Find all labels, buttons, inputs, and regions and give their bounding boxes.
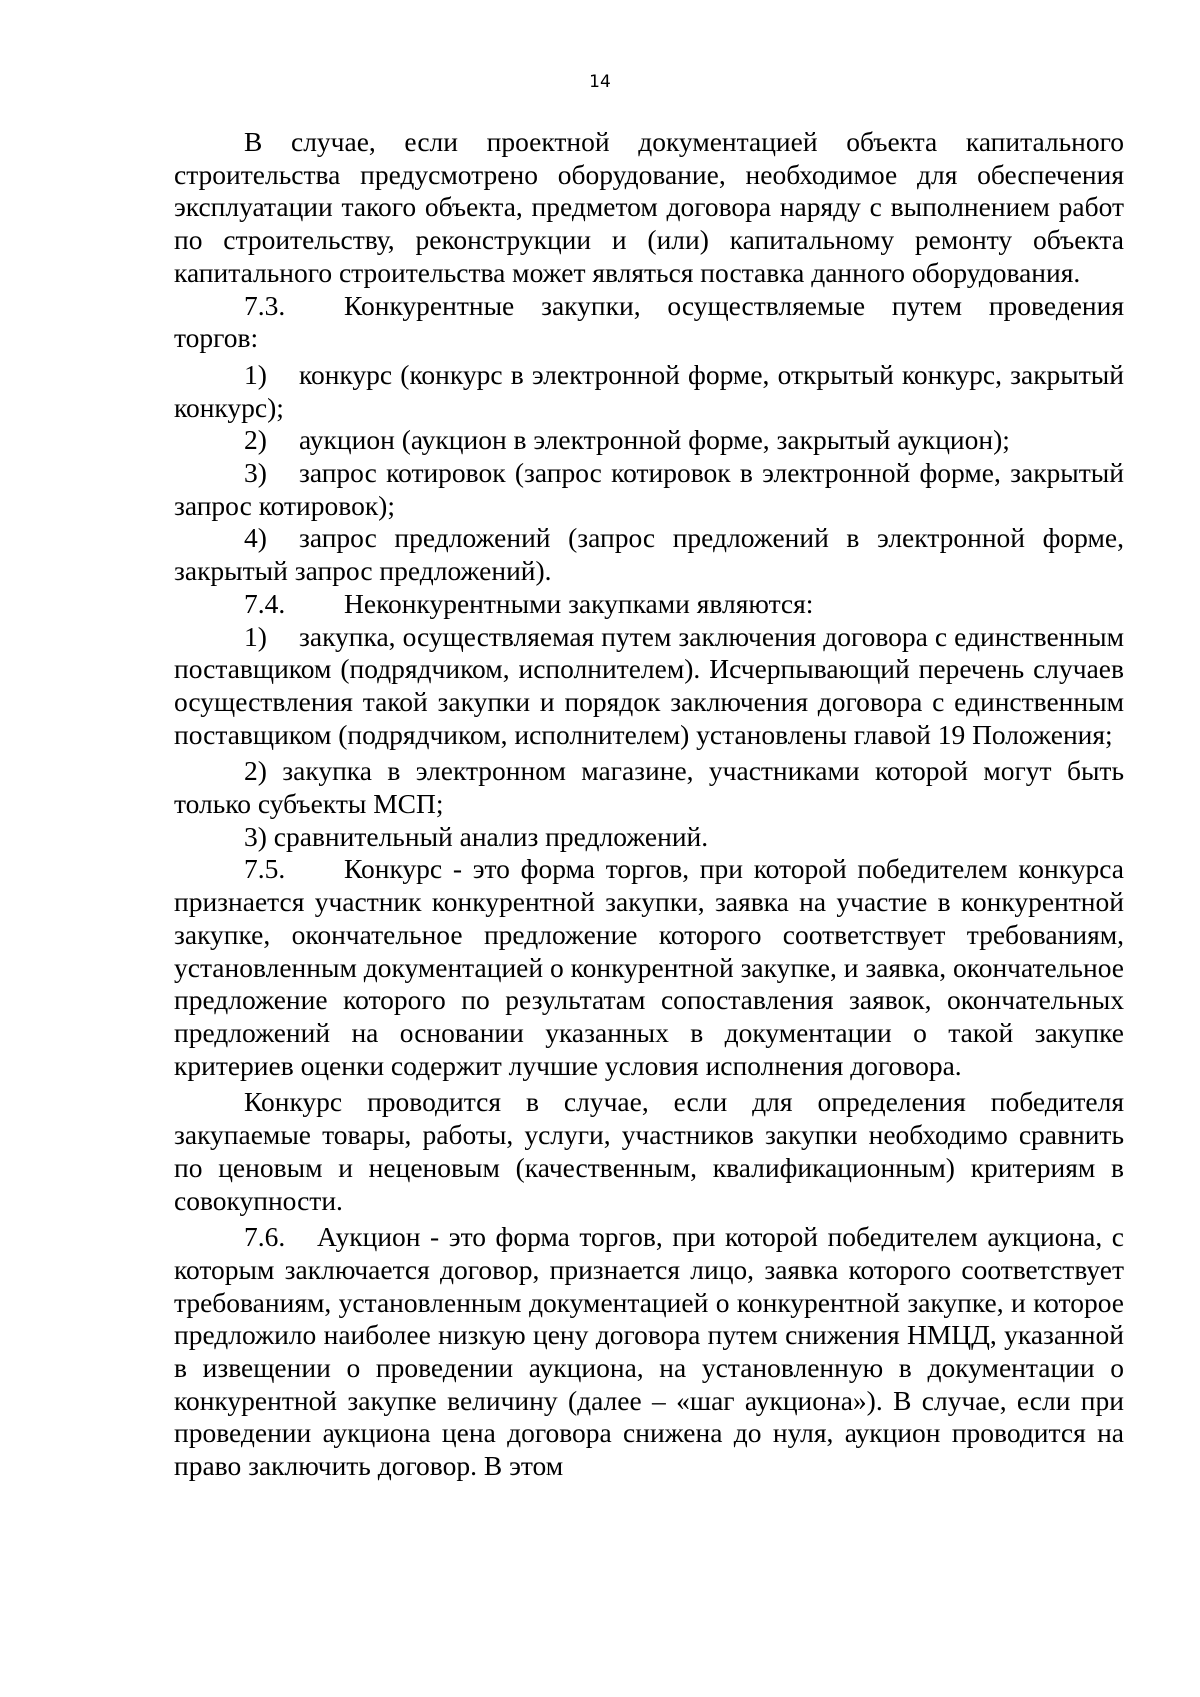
paragraph-7-4 (174, 588, 1124, 621)
list-item (174, 359, 1124, 424)
clause-text: Конкурентные закупки, осуществляемые путем проведения торгов: (174, 289, 1124, 354)
list-item (174, 424, 1124, 457)
clause-text: Конкурс - это форма торгов, при которой победителем конкурса признается участник конкурентной закупки, заявка на участие в конкурентной закупке, окончательное предложение которого соответствует требованиям, установленным документацией о конкурентной закупке, и заявка, окончательное предложение которого по результатам сопоставления заявок, окончательных предложений на основании указанных в документации о такой закупке критериев оценки содержит лучшие условия исполнения договора. (174, 853, 1124, 1081)
item-number: 2) (244, 424, 267, 456)
clause-number: 7.5. (244, 853, 286, 885)
item-text: запрос котировок (запрос котировок в электронной форме, закрытый запрос котировок); (174, 457, 1124, 521)
list-item: 2) закупка в электронном магазине, участниками которой могут быть только субъекты МСП; (174, 755, 1124, 820)
item-number: 4) (244, 522, 267, 554)
clause-number: 7.6. (244, 1221, 286, 1253)
paragraph-7-6 (174, 1221, 1124, 1483)
item-text: закупка, осуществляемая путем заключения договора с единственным поставщиком (подрядчиком, исполнителем). Исчерпывающий перечень случаев осуществления такой закупки и порядок заключения договора с единственным поставщиком (подрядчиком, исполнителем) установлены главой 19 Положения; (174, 620, 1124, 750)
paragraph-7-5 (174, 853, 1124, 1082)
clause-text: Аукцион - это форма торгов, при которой победителем аукциона, с которым заключается договор, признается лицо, заявка которого соответствует требованиям, установленным документацией о конкурентной закупке, и которое предложило наиболее низкую цену договора путем снижения НМЦД, указанной в извещении о проведении аукциона, на установленную в документации о конкурентной закупке величину (далее – «шаг аукциона»). В случае, если при проведении аукциона цена договора снижена до нуля, аукцион проводится на право заключить договор. В этом (174, 1221, 1124, 1482)
list-item (174, 621, 1124, 752)
clause-text: Неконкурентными закупками являются: (344, 587, 814, 619)
item-text: запрос предложений (запрос предложений в электронной форме, закрытый запрос предложений). (174, 522, 1124, 587)
page-number: 14 (589, 72, 611, 92)
item-text: конкурс (конкурс в электронной форме, открытый конкурс, закрытый конкурс); (174, 358, 1124, 423)
clause-number: 7.4. (244, 587, 286, 619)
document-body (174, 126, 1124, 1483)
paragraph-konkurs: Конкурс проводится в случае, если для определения победителя закупаемые товары, работы, услуги, участников закупки необходимо сравнить по ценовым и неценовым (качественным, квалификационным) критериям в совокупности. (174, 1086, 1124, 1216)
list-item (174, 522, 1124, 587)
paragraph-7-3 (174, 290, 1124, 355)
item-number: 3) (244, 457, 267, 489)
item-text: аукцион (аукцион в электронной форме, закрытый аукцион); (299, 424, 1010, 456)
paragraph-intro: В случае, если проектной документацией объекта капитального строительства предусмотрено оборудование, необходимое для обеспечения эксплуатации такого объекта, предметом договора наряду с выполнением работ по строительству, реконструкции и (или) капитальному ремонту объекта капитального строительства может являться поставка данного оборудования. (174, 126, 1124, 288)
list-item: 3) сравнительный анализ предложений. (244, 820, 709, 852)
clause-number: 7.3. (244, 289, 286, 321)
item-number: 1) (244, 620, 267, 652)
item-number: 1) (244, 358, 267, 390)
list-item (174, 457, 1124, 522)
